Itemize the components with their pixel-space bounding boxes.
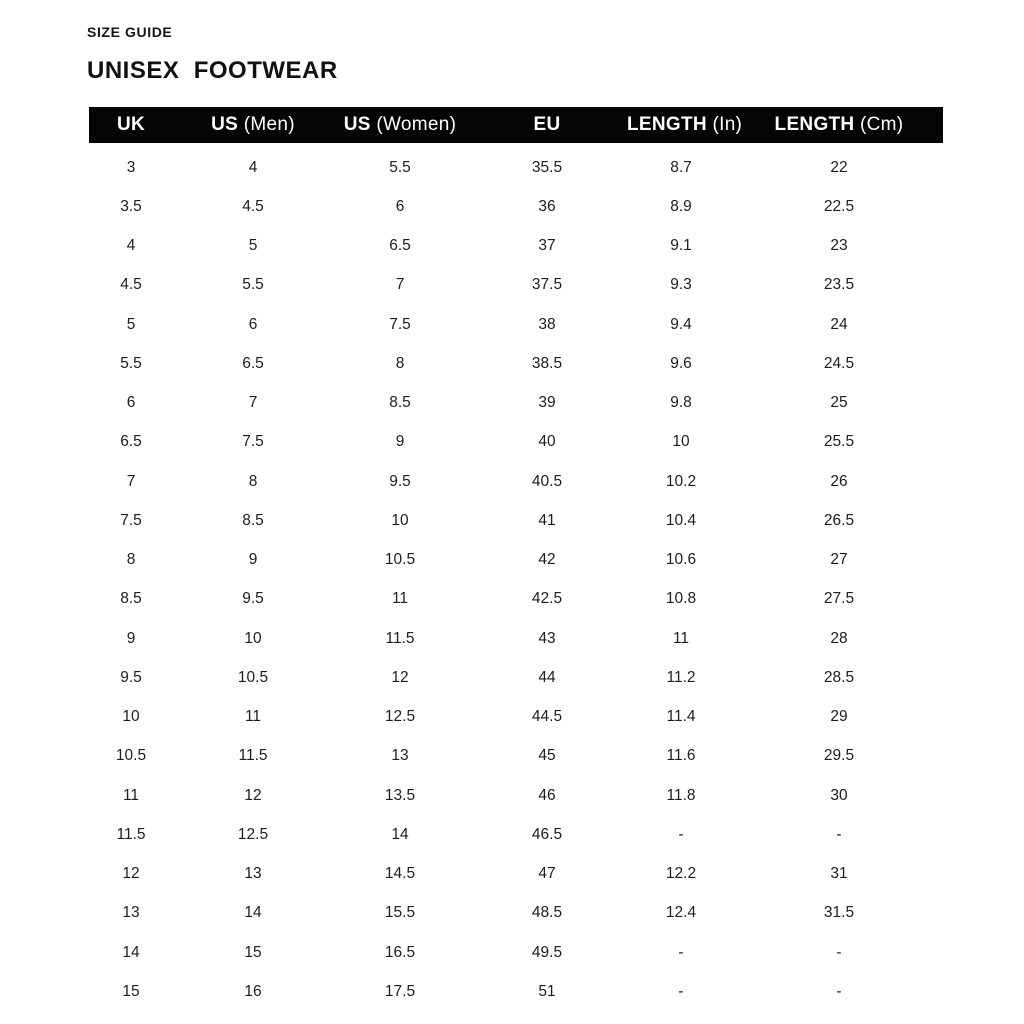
- table-cell: 12.4: [665, 904, 697, 922]
- table-cell: 40: [538, 433, 556, 451]
- size-table-body: [89, 143, 943, 1012]
- table-cell: 9.5: [242, 590, 264, 608]
- table-cell: 11: [122, 786, 140, 804]
- column-header-label: EU: [533, 114, 561, 135]
- table-row: [89, 266, 943, 305]
- table-row: [89, 148, 943, 187]
- table-cell: 5: [126, 315, 136, 333]
- table-cell: 25.5: [823, 433, 855, 451]
- table-cell: 7: [395, 276, 405, 294]
- table-cell: 9.5: [120, 668, 142, 686]
- table-cell: 13: [391, 747, 409, 765]
- table-cell: 4: [248, 158, 258, 176]
- table-cell: 14: [122, 943, 140, 961]
- column-header-sublabel: (In): [706, 114, 743, 135]
- column-header-length-cm: [735, 114, 943, 136]
- table-cell: 8.5: [389, 394, 411, 412]
- table-cell: -: [836, 943, 842, 961]
- column-header-uk: [89, 114, 173, 136]
- table-cell: 22: [830, 158, 848, 176]
- table-cell: 36: [538, 197, 556, 215]
- table-cell: 44.5: [531, 708, 563, 726]
- table-cell: 5: [248, 237, 258, 255]
- table-cell: 4.5: [120, 276, 142, 294]
- table-cell: 11.2: [666, 668, 696, 686]
- table-cell: 12.5: [237, 825, 269, 843]
- table-cell: 25: [830, 394, 848, 412]
- table-cell: 10: [244, 629, 262, 647]
- table-cell: 8.9: [670, 197, 692, 215]
- table-cell: 42: [538, 551, 556, 569]
- table-cell: 30: [830, 786, 848, 804]
- table-cell: 3: [126, 158, 136, 176]
- table-cell: 6.5: [120, 433, 142, 451]
- table-cell: 13.5: [384, 786, 416, 804]
- table-cell: 11.6: [666, 747, 696, 765]
- column-header-sublabel: (Cm): [854, 114, 904, 135]
- table-cell: 4.5: [242, 197, 264, 215]
- table-cell: 9.8: [670, 394, 692, 412]
- table-cell: 9.4: [670, 315, 692, 333]
- table-cell: 8: [395, 354, 405, 372]
- table-cell: 51: [538, 982, 556, 1000]
- table-cell: 10.5: [115, 747, 147, 765]
- size-table: [89, 107, 943, 1012]
- table-row: [89, 776, 943, 815]
- table-row: [89, 580, 943, 619]
- table-row: [89, 737, 943, 776]
- table-cell: 28: [830, 629, 848, 647]
- table-cell: 10: [672, 433, 690, 451]
- size-guide-eyebrow: SIZE GUIDE: [87, 24, 173, 40]
- table-cell: 24: [830, 315, 848, 333]
- table-cell: 28.5: [823, 668, 855, 686]
- table-row: [89, 855, 943, 894]
- table-cell: 23: [830, 237, 848, 255]
- size-guide-content: [89, 0, 943, 1012]
- table-row: [89, 815, 943, 854]
- table-cell: 11: [244, 708, 262, 726]
- table-cell: 7.5: [242, 433, 264, 451]
- table-cell: -: [678, 825, 684, 843]
- table-cell: 45: [538, 747, 556, 765]
- table-cell: 14: [391, 825, 409, 843]
- table-cell: 10.6: [665, 551, 697, 569]
- column-header-label: UK: [116, 114, 146, 135]
- column-header-us-women: [333, 114, 467, 136]
- table-cell: 8.7: [670, 158, 692, 176]
- table-cell: -: [836, 825, 842, 843]
- table-cell: 7.5: [120, 511, 142, 529]
- table-cell: 41: [538, 511, 556, 529]
- table-cell: 46.5: [531, 825, 563, 843]
- table-cell: 3.5: [120, 197, 142, 215]
- column-header-sublabel: (Women): [370, 114, 457, 135]
- column-header-length-in: [627, 114, 743, 136]
- table-row: [89, 501, 943, 540]
- table-cell: 10.5: [237, 668, 269, 686]
- table-cell: 9: [395, 433, 405, 451]
- table-cell: 12: [122, 865, 140, 883]
- table-cell: 29.5: [823, 747, 855, 765]
- table-row: [89, 698, 943, 737]
- table-row: [89, 462, 943, 501]
- table-cell: 9: [248, 551, 258, 569]
- table-cell: 17.5: [384, 982, 416, 1000]
- table-cell: 12.5: [384, 708, 416, 726]
- table-cell: 12.2: [665, 865, 697, 883]
- table-row: [89, 894, 943, 933]
- table-cell: 49.5: [531, 943, 563, 961]
- table-cell: 8.5: [242, 511, 264, 529]
- table-cell: 8: [126, 551, 136, 569]
- column-header-eu: [467, 114, 627, 136]
- table-row: [89, 227, 943, 266]
- table-cell: 5.5: [389, 158, 411, 176]
- table-cell: 6.5: [389, 237, 411, 255]
- table-cell: 37.5: [531, 276, 563, 294]
- table-cell: 43: [538, 629, 556, 647]
- table-cell: 12: [391, 668, 409, 686]
- table-cell: 11.5: [116, 825, 146, 843]
- table-row: [89, 972, 943, 1011]
- table-cell: 9: [126, 629, 136, 647]
- table-cell: 6: [395, 197, 405, 215]
- table-cell: 46: [538, 786, 556, 804]
- table-cell: 10: [122, 708, 140, 726]
- table-row: [89, 658, 943, 697]
- column-header-sublabel: (Men): [238, 114, 295, 135]
- table-cell: 38.5: [531, 354, 563, 372]
- table-cell: 23.5: [823, 276, 855, 294]
- table-row: [89, 541, 943, 580]
- table-cell: 44: [538, 668, 556, 686]
- table-cell: -: [836, 982, 842, 1000]
- table-cell: 9.1: [670, 237, 692, 255]
- table-cell: 40.5: [531, 472, 563, 490]
- table-cell: 7.5: [389, 315, 411, 333]
- table-cell: 11.5: [238, 747, 268, 765]
- table-cell: 29: [830, 708, 848, 726]
- table-cell: 4: [126, 237, 136, 255]
- table-cell: 9.3: [670, 276, 692, 294]
- table-row: [89, 344, 943, 383]
- table-cell: 14: [244, 904, 262, 922]
- table-cell: 8.5: [120, 590, 142, 608]
- size-table-header: [89, 107, 943, 143]
- table-cell: 31.5: [823, 904, 855, 922]
- table-cell: 26.5: [823, 511, 855, 529]
- table-cell: 11.4: [666, 708, 696, 726]
- table-row: [89, 423, 943, 462]
- column-header-us-men: [173, 114, 333, 136]
- table-cell: 15: [122, 982, 140, 1000]
- table-cell: 16.5: [384, 943, 416, 961]
- table-cell: 48.5: [531, 904, 563, 922]
- table-row: [89, 305, 943, 344]
- table-cell: 31: [830, 865, 848, 883]
- table-cell: 5.5: [120, 354, 142, 372]
- table-cell: 24.5: [823, 354, 855, 372]
- table-cell: 27.5: [823, 590, 855, 608]
- table-cell: 27: [830, 551, 848, 569]
- page-title: UNISEX FOOTWEAR: [87, 57, 338, 84]
- table-cell: 47: [538, 865, 556, 883]
- table-cell: 6.5: [242, 354, 264, 372]
- table-cell: 13: [244, 865, 262, 883]
- table-cell: 10.2: [665, 472, 697, 490]
- table-cell: 10.8: [665, 590, 697, 608]
- table-cell: 26: [830, 472, 848, 490]
- table-cell: 11.5: [385, 629, 415, 647]
- table-cell: 7: [126, 472, 136, 490]
- table-row: [89, 187, 943, 226]
- table-cell: 42.5: [531, 590, 563, 608]
- table-cell: 7: [248, 394, 258, 412]
- table-cell: 11.8: [666, 786, 696, 804]
- table-cell: 9.6: [670, 354, 692, 372]
- table-cell: 9.5: [389, 472, 411, 490]
- table-row: [89, 933, 943, 972]
- table-cell: 10: [391, 511, 409, 529]
- table-cell: 22.5: [823, 197, 855, 215]
- table-row: [89, 619, 943, 658]
- table-cell: 10.5: [384, 551, 416, 569]
- table-row: [89, 384, 943, 423]
- table-cell: 39: [538, 394, 556, 412]
- table-cell: 37: [538, 237, 556, 255]
- table-cell: 15.5: [384, 904, 416, 922]
- table-cell: 15: [244, 943, 262, 961]
- table-cell: -: [678, 982, 684, 1000]
- table-cell: 14.5: [384, 865, 416, 883]
- table-cell: 12: [244, 786, 262, 804]
- table-cell: 10.4: [665, 511, 697, 529]
- table-cell: 16: [244, 982, 262, 1000]
- table-cell: 38: [538, 315, 556, 333]
- column-header-label: LENGTH: [774, 114, 855, 135]
- table-cell: 5.5: [242, 276, 264, 294]
- table-cell: 6: [126, 394, 136, 412]
- table-cell: -: [678, 943, 684, 961]
- column-header-label: LENGTH: [627, 114, 707, 135]
- table-cell: 13: [122, 904, 140, 922]
- table-cell: 8: [248, 472, 258, 490]
- column-header-label: US: [211, 114, 239, 135]
- column-header-label: US: [343, 114, 371, 135]
- table-cell: 11: [672, 629, 690, 647]
- table-cell: 35.5: [531, 158, 563, 176]
- table-cell: 11: [391, 590, 409, 608]
- table-cell: 6: [248, 315, 258, 333]
